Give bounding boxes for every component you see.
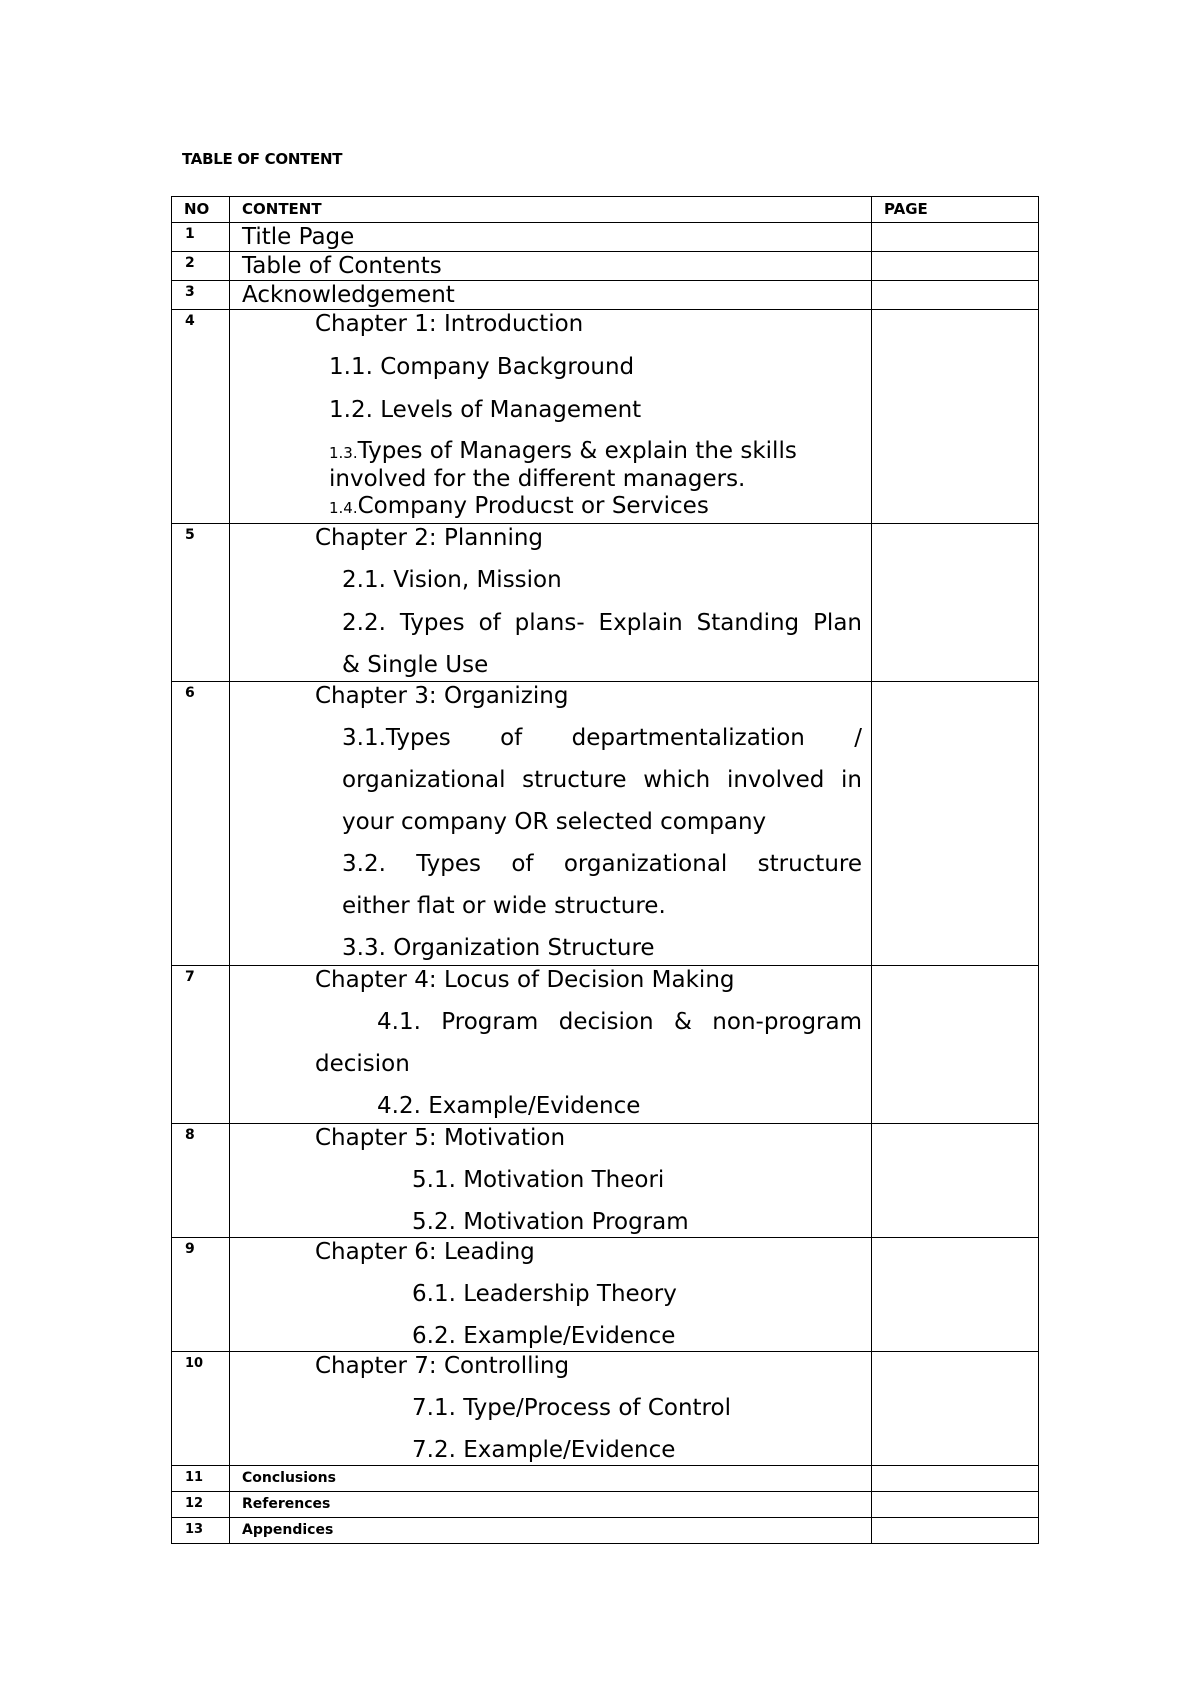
header-page: PAGE (872, 197, 1039, 223)
row-number: 8 (185, 1127, 195, 1143)
section-item: 1.1. Company Background (329, 354, 635, 380)
section-item: 5.1. Motivation Theori (412, 1167, 665, 1193)
table-header-row (172, 197, 1039, 223)
table-row (172, 1466, 1039, 1492)
page-cell (872, 1466, 1039, 1492)
table-row (172, 1238, 1039, 1352)
table-row (172, 223, 1039, 252)
table-row (172, 1518, 1039, 1544)
section-item: Company Producst or Services (357, 493, 709, 519)
row-content: Appendices (242, 1522, 334, 1538)
row-number: 2 (185, 255, 195, 271)
section-item: 7.2. Example/Evidence (412, 1437, 676, 1463)
section-item: 4.1. Program decision & non-program (377, 1009, 862, 1035)
page-cell (872, 1518, 1039, 1544)
row-number: 7 (185, 969, 195, 985)
page-cell (872, 966, 1039, 1124)
chapter-title: Chapter 3: Organizing (315, 683, 569, 709)
chapter-title: Chapter 5: Motivation (315, 1125, 566, 1151)
page-cell (872, 682, 1039, 966)
section-item-continued: involved for the different managers. (329, 466, 746, 492)
table-row (172, 1352, 1039, 1466)
section-item: 3.1.Types of departmentalization / (342, 725, 862, 751)
row-number: 11 (185, 1470, 204, 1485)
page-cell (872, 524, 1039, 682)
section-number: 1.3. (329, 444, 358, 462)
section-item-continued: your company OR selected company (342, 809, 767, 835)
table-row (172, 524, 1039, 682)
section-item-continued: decision (315, 1051, 410, 1077)
section-item: 6.2. Example/Evidence (412, 1323, 676, 1349)
row-number: 5 (185, 527, 195, 543)
section-item: 3.3. Organization Structure (342, 935, 655, 961)
section-item: 3.2. Types of organizational structure (342, 851, 862, 877)
table-row (172, 252, 1039, 281)
table-row (172, 310, 1039, 524)
row-number: 1 (185, 226, 195, 242)
section-item-continued: organizational structure which involved in (342, 767, 862, 793)
row-content: Title Page (242, 224, 355, 250)
header-content: CONTENT (230, 197, 872, 223)
section-item-continued: either flat or wide structure. (342, 893, 666, 919)
page-cell (872, 1124, 1039, 1238)
row-content: Conclusions (242, 1470, 336, 1486)
toc-table (171, 196, 1039, 1544)
page-cell (872, 310, 1039, 524)
row-number: 10 (185, 1356, 204, 1371)
section-item: 4.2. Example/Evidence (377, 1093, 641, 1119)
table-row (172, 682, 1039, 966)
chapter-title: Chapter 7: Controlling (315, 1353, 570, 1379)
section-item: 6.1. Leadership Theory (412, 1281, 677, 1307)
document-title: TABLE OF CONTENT (182, 150, 343, 168)
section-item-continued: & Single Use (342, 652, 489, 678)
row-number: 6 (185, 685, 195, 701)
chapter-title: Chapter 6: Leading (315, 1239, 535, 1265)
row-number: 13 (185, 1522, 204, 1537)
section-item: 2.2. Types of plans- Explain Standing Plan (342, 610, 862, 636)
row-number: 3 (185, 284, 195, 300)
section-item: 5.2. Motivation Program (412, 1209, 689, 1235)
section-number: 1.4. (329, 499, 358, 517)
chapter-title: Chapter 1: Introduction (315, 311, 584, 337)
chapter-title: Chapter 4: Locus of Decision Making (315, 967, 735, 993)
page-cell (872, 1238, 1039, 1352)
row-content: Table of Contents (242, 253, 442, 279)
section-item: 2.1. Vision, Mission (342, 567, 562, 593)
page-cell (872, 223, 1039, 252)
table-row (172, 1492, 1039, 1518)
page-cell (872, 281, 1039, 310)
row-content: References (242, 1496, 331, 1512)
page-cell (872, 1492, 1039, 1518)
section-item: Types of Managers & explain the skills (357, 438, 797, 464)
table-row (172, 966, 1039, 1124)
row-content: Acknowledgement (242, 282, 455, 308)
section-item: 1.2. Levels of Management (329, 397, 642, 423)
row-number: 4 (185, 313, 195, 329)
row-number: 12 (185, 1496, 204, 1511)
chapter-title: Chapter 2: Planning (315, 525, 544, 551)
header-no: NO (172, 197, 230, 223)
section-item: 7.1. Type/Process of Control (412, 1395, 731, 1421)
table-row (172, 1124, 1039, 1238)
page-cell (872, 1352, 1039, 1466)
page-cell (872, 252, 1039, 281)
table-row (172, 281, 1039, 310)
row-number: 9 (185, 1241, 195, 1257)
